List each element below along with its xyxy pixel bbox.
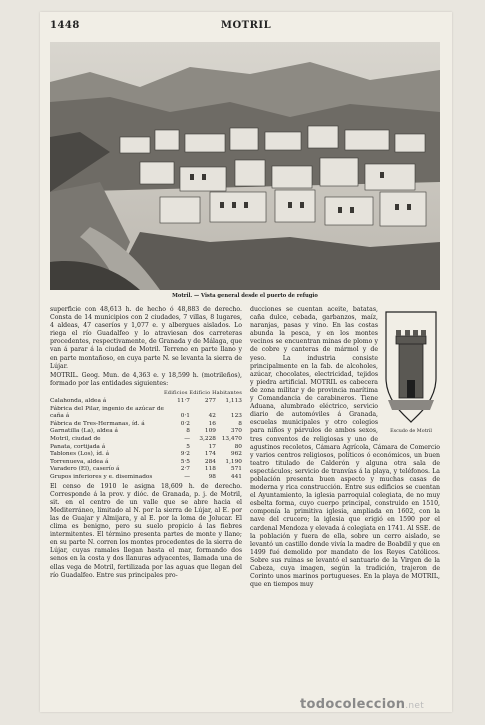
watermark-brand: todocoleccion	[300, 697, 406, 712]
table-cell-name: Torrenueva, aldea á	[50, 458, 109, 465]
table-cell-name: Varadero (El), caserío á	[50, 466, 120, 473]
table-cell-c: 123	[230, 413, 242, 420]
table-cell-c: 80	[234, 443, 242, 450]
table-cell-c: 441	[230, 473, 242, 480]
table-cell-a: 2·7	[180, 466, 190, 473]
table-cell-name: Fábrica de Tres-Hermanas, íd. á	[50, 420, 145, 427]
table-row	[50, 428, 242, 436]
table-row	[50, 436, 242, 444]
page-header	[50, 20, 442, 34]
table-cell-a: 0·2	[180, 420, 190, 427]
watermark-logo	[300, 697, 424, 712]
town-photograph	[50, 42, 440, 290]
entities-table	[50, 398, 242, 482]
table-row	[50, 406, 242, 421]
table-cell-b: 3,228	[199, 436, 216, 442]
shield-caption: Escudo de Motril	[390, 428, 432, 434]
table-row	[50, 474, 242, 482]
table-cell-name: Grupos inferiores y e. diseminados	[50, 473, 153, 480]
left-text-column	[50, 306, 242, 581]
table-header: Edificios Edificio Habitantes	[163, 389, 242, 396]
photo-caption: Motril. — Vista general desde el puerto de refugio	[172, 293, 318, 299]
watermark-tld: .net	[405, 701, 425, 711]
table-cell-b: 277	[204, 398, 216, 405]
paragraph: superficie con 48,613 h. de hecho ó 48,883 de derecho. Consta de 14 municipios con 2 ciudades, 7 villas, 8 lugares, 4 aldeas, 47 caseríos y 1,077 e. y albergues aislados. Lo riega el río Guadalfeo y lo atraviesan dos carreteras procedentes, respectivamente, de Granada y de Málaga, que van á parar á la ciudad de Motril. Terreno en parte llano y en parte montañoso, en cuya parte N. se levanta la sierra de Lújar.	[50, 306, 242, 370]
table-cell-b: 284	[204, 458, 216, 465]
right-text-column	[250, 306, 440, 590]
table-cell-c: 370	[230, 428, 242, 435]
table-cell-name: Garnatilla (La), aldea á	[50, 428, 118, 435]
table-cell-b: 16	[208, 420, 216, 427]
page-number: 1448	[50, 20, 80, 31]
table-cell-c: 962	[230, 451, 242, 458]
paragraph: El censo de 1910 le asigna 18,609 h. de derecho. Corresponde á la prov. y dióc. de Granada, p. j. de Motril, sit. en el centro de un valle que se abre hacia el Mediterráneo, limitado al N. por la sierra de Lújar, al E. por las de Guajar y Almijara, y al E. por la loma de Jolucar. El clima es benigno, pero su suelo propicio á las fiebres intermitentes. El término presenta partes de monte y llano; en su parte N. corren los montes procedentes de la sierra de Lújar, cuyas ramales llegan hasta el mar, formando dos senos en la costa y dos llanuras adyacentes, llamada una de ellas vega de Motril, fertilizada por las aguas que llegan del río Guadalfeo. Entre sus principales pro-	[50, 482, 242, 579]
table-cell-b: 17	[208, 443, 216, 450]
table-cell-c: 1,113	[225, 398, 242, 405]
table-row	[50, 398, 242, 406]
shield-icon	[382, 308, 440, 426]
page-sheet	[40, 12, 452, 712]
table-cell-name: Motril, ciudad de	[50, 436, 101, 442]
table-cell-a: —	[184, 436, 190, 442]
table-cell-name: Calahonda, aldea á	[50, 398, 107, 405]
table-cell-name: Fábrica del Pilar, ingenio de azúcar de caña á	[50, 405, 164, 420]
table-cell-name: Tablones (Los), íd. á	[50, 451, 110, 458]
table-cell-a: 5	[186, 443, 190, 450]
paragraph: ducciones se cuentan aceite, batatas, caña dulce, cebada, garbanzos, maíz, naranjas, pasas y vino. En las costas abunda la pesca, y en los montes vecinos se encuentran minas de plomo y de cobre y canteras de mármol y de yeso. La industria consiste principalmente en la fab. de alcoholes, azúcar, chocolates, electricidad, tejidos y piedra artificial. MOTRIL es cabecera de zona militar y de provincia marítima y Comandancia de carabineros. Tiene Aduana, alumbrado eléctrico, servicio diario de automóviles á Granada, escuelas municipales y otro colegios para niños y párvulos de ambos sexos, tres conventos de religiosas y uno de agustinos recoletos, Cámara Agrícola, Cámara de Comercio y varios centros religiosos, políticos ó económicos, un buen teatro titulado de Calderón y alguna otra sala de espectáculos; servicio de tranvías á la playa, y teléfonos. La población presenta buen aspecto y muchas casas de moderna y rica construcción. Entre sus edificios se cuentan el Ayuntamiento, la iglesia parroquial colegiata, de no muy esbelta forma, cuyo cuerpo principal, construido en 1510, componía la primitiva iglesia, ampliada en 1602, con la nave del crucero; la iglesia que erigió en 1590 por el cardenal Mendoza y elevada á colegiata en 1741. Al SSE. de la población y fuera de ella, sobre un cerro aislado, se levantó un castillo donde vivía la madre de Boabdil y que en 1499 fué demolido por mandato de los Reyes Católicos. Sobre sus ruinas se levantó el santuario de la Virgen de la Cabeza, cuya imagen, según la tradición, trajeron de Corinto unos marinos portugueses. En la playa de MOTRIL, que en tiempos muy	[250, 306, 440, 589]
table-cell-name: Panata, cortijada á	[50, 443, 106, 450]
table-cell-c: 571	[230, 466, 242, 473]
table-cell-c: 13,470	[221, 436, 242, 442]
paragraph: MOTRIL. Geog. Mun. de 4,363 e. y 18,599 h. (motrileños), formado por las entidades siguientes:	[50, 371, 242, 387]
table-cell-b: 42	[208, 413, 216, 420]
table-cell-b: 98	[208, 473, 216, 480]
table-cell-a: —	[184, 473, 190, 480]
page-title: MOTRIL	[220, 20, 272, 31]
table-cell-b: 174	[204, 451, 216, 458]
table-cell-a: 11·7	[177, 398, 190, 405]
table-cell-a: 5·5	[180, 458, 190, 465]
table-cell-c: 1,190	[225, 458, 242, 465]
table-cell-a: 0·1	[180, 413, 190, 420]
coat-of-arms	[382, 308, 440, 436]
table-cell-a: 9·2	[180, 451, 190, 458]
table-cell-b: 109	[204, 428, 216, 435]
table-cell-a: 8	[186, 428, 190, 435]
table-cell-b: 118	[204, 466, 216, 473]
town-photo-image	[50, 42, 440, 290]
table-row	[50, 466, 242, 474]
table-cell-c: 8	[238, 420, 242, 427]
table-row	[50, 451, 242, 459]
